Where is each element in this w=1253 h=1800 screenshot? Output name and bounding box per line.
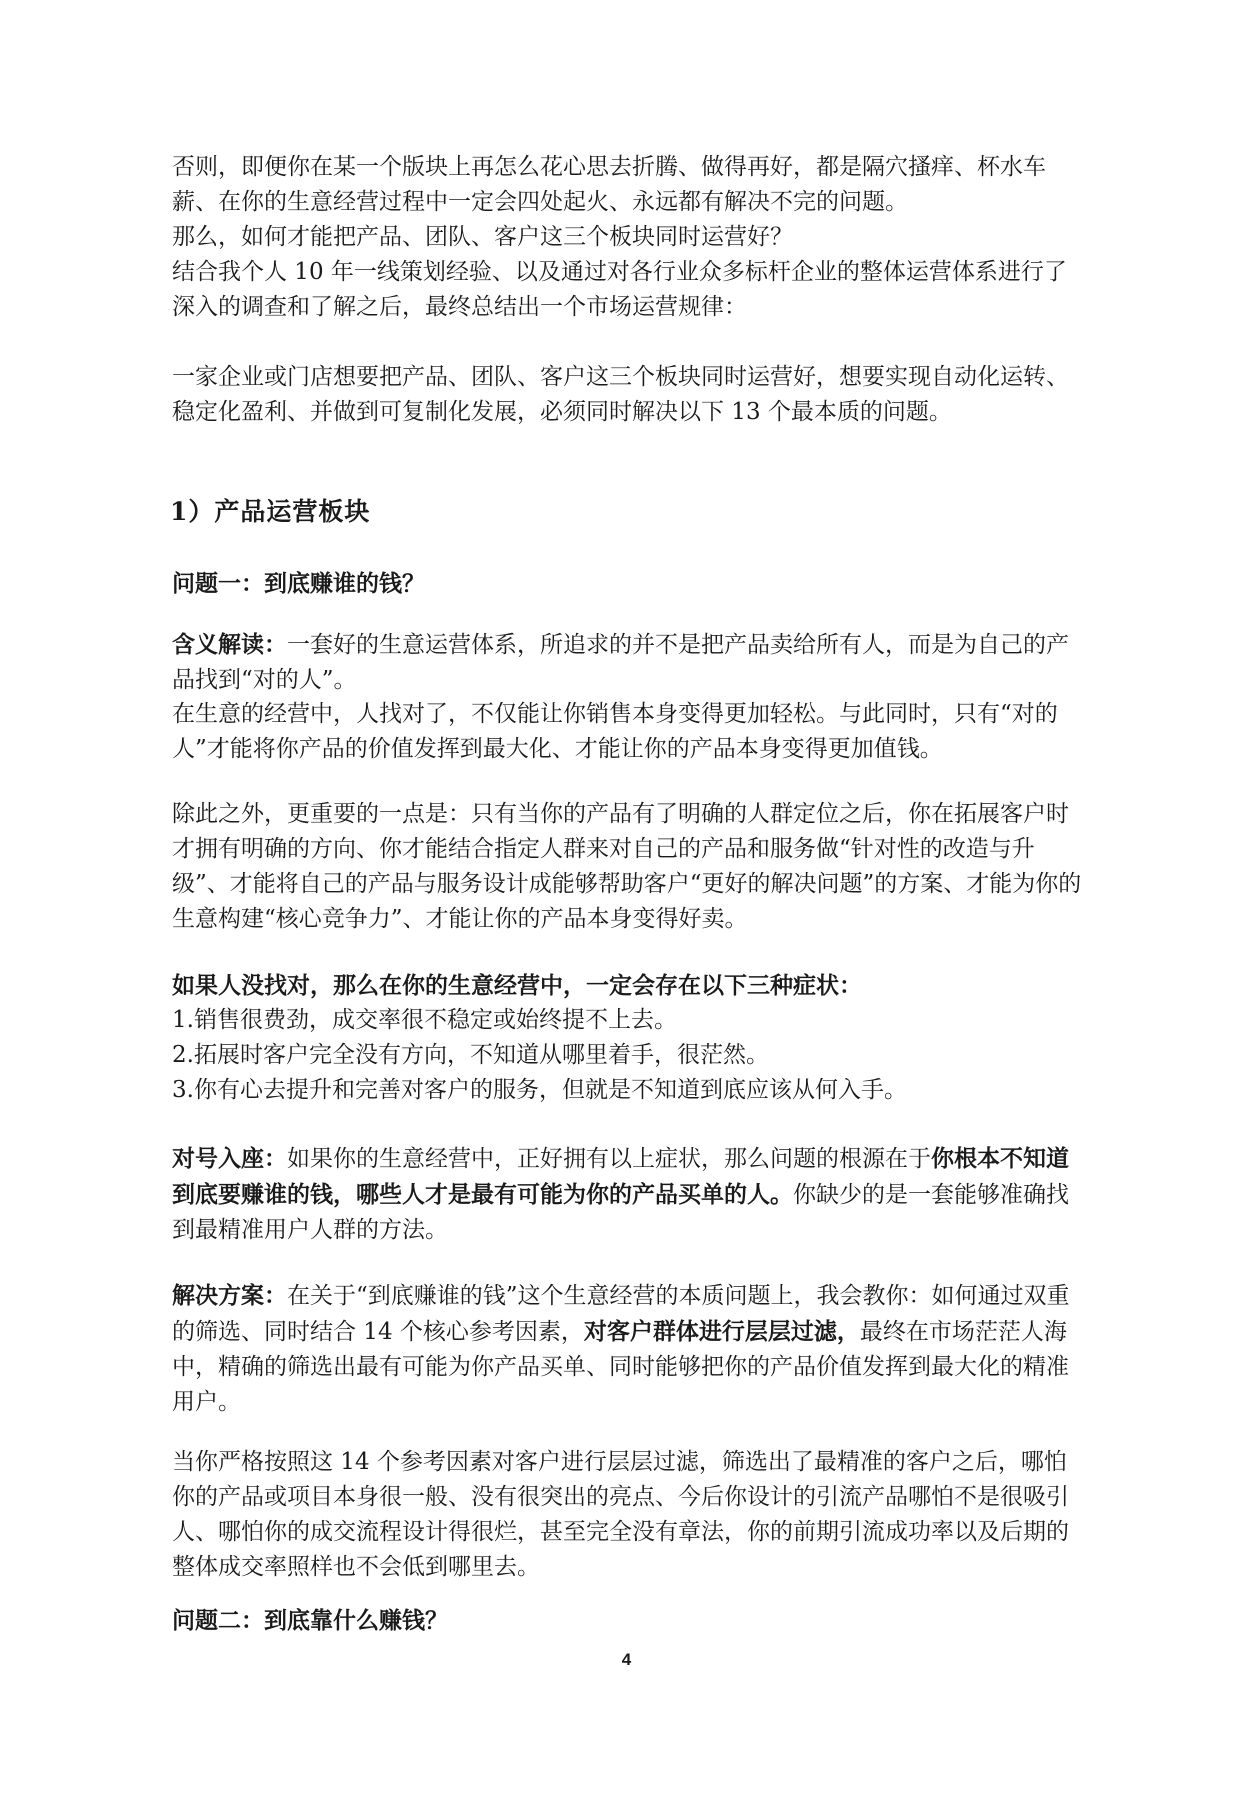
meaning-paragraph — [172, 627, 1087, 698]
solution-text-a: 在关于“到底赚谁的钱”这个生意经营的本质问题上，我会教你：如何通过双重的筛选、同时结合 14 个核心参考因素， — [172, 1283, 1070, 1345]
solution-label: 解决方案： — [172, 1282, 287, 1309]
match-text-b: 你根本不知道到底要赚谁的钱，哪些人才是最有可能为你的产品买单的人。 — [172, 1145, 1069, 1208]
meaning-text: 一套好的生意运营体系，所追求的并不是把产品卖给所有人，而是为自己的产品找到“对的人”。 — [172, 632, 1069, 693]
paragraph-intro-2: 那么，如何才能把产品、团队、客户这三个板块同时运营好？ — [172, 224, 793, 250]
paragraph-intro-3: 结合我个人 10 年一线策划经验、以及通过对各行业众多标杆企业的整体运营体系进行了深入的调查和了解之后，最终总结出一个市场运营规律： — [172, 259, 1067, 320]
meaning-paragraph-3: 除此之外，更重要的一点是：只有当你的产品有了明确的人群定位之后，你在拓展客户时才拥有明确的方向、你才能结合指定人群来对自己的产品和服务做“针对性的改造与升级”、才能将自己的产品与服务设计成能够帮助客户“更好的解决问题”的方案、才能为你的生意构建“核心竞争力”、才能让你的产品本身变得好卖。 — [172, 801, 1082, 932]
section-heading: 1）产品运营板块 — [170, 497, 371, 526]
page-number: 4 — [621, 1650, 632, 1669]
match-text-a: 如果你的生意经营中，正好拥有以上症状，那么问题的根源在于 — [287, 1146, 931, 1172]
solution-paragraph — [172, 1278, 1087, 1420]
match-paragraph — [172, 1141, 1087, 1248]
match-text-c: 你缺少的是一套能够准确找到最精准用户人群的方法。 — [172, 1182, 1069, 1243]
symptom-item-1: 1.销售很费劲，成交率很不稳定或始终提不上去。 — [172, 1007, 677, 1033]
paragraph-intro-1: 否则，即便你在某一个版块上再怎么花心思去折腾、做得再好，都是隔穴搔痒、杯水车薪、在你的生意经营过程中一定会四处起火、永远都有解决不完的问题。 — [172, 154, 1046, 215]
closing-paragraph: 当你严格按照这 14 个参考因素对客户进行层层过滤，筛选出了最精准的客户之后，哪怕你的产品或项目本身很一般、没有很突出的亮点、今后你设计的引流产品哪怕不是很吸引人、哪怕你的成交流程设计得很烂，甚至完全没有章法，你的前期引流成功率以及后期的整体成交率照样也不会低到哪里去。 — [172, 1449, 1069, 1580]
symptoms-heading: 如果人没找对，那么在你的生意经营中，一定会存在以下三种症状： — [172, 972, 862, 999]
meaning-paragraph-2: 在生意的经营中，人找对了，不仅能让你销售本身变得更加轻松。与此同时，只有“对的人”才能将你产品的价值发挥到最大化、才能让你的产品本身变得更加值钱。 — [172, 701, 1058, 762]
symptom-item-3: 3.你有心去提升和完善对客户的服务，但就是不知道到底应该从何入手。 — [172, 1077, 907, 1103]
solution-text-c: 最终在市场茫茫人海中，精确的筛选出最有可能为你产品买单、同时能够把你的产品价值发挥到最大化的精准用户。 — [172, 1319, 1069, 1415]
symptom-item-2: 2.拓展时客户完全没有方向，不知道从哪里着手，很茫然。 — [172, 1042, 769, 1068]
meaning-label: 含义解读： — [172, 631, 287, 658]
solution-text-b: 对客户群体进行层层过滤， — [583, 1318, 860, 1345]
question-two-heading: 问题二：到底靠什么赚钱？ — [172, 1607, 448, 1634]
match-label: 对号入座： — [172, 1145, 287, 1172]
paragraph-intro-4: 一家企业或门店想要把产品、团队、客户这三个板块同时运营好，想要实现自动化运转、稳定化盈利、并做到可复制化发展，必须同时解决以下 13 个最本质的问题。 — [172, 364, 1069, 425]
question-one-heading: 问题一：到底赚谁的钱？ — [172, 570, 425, 597]
